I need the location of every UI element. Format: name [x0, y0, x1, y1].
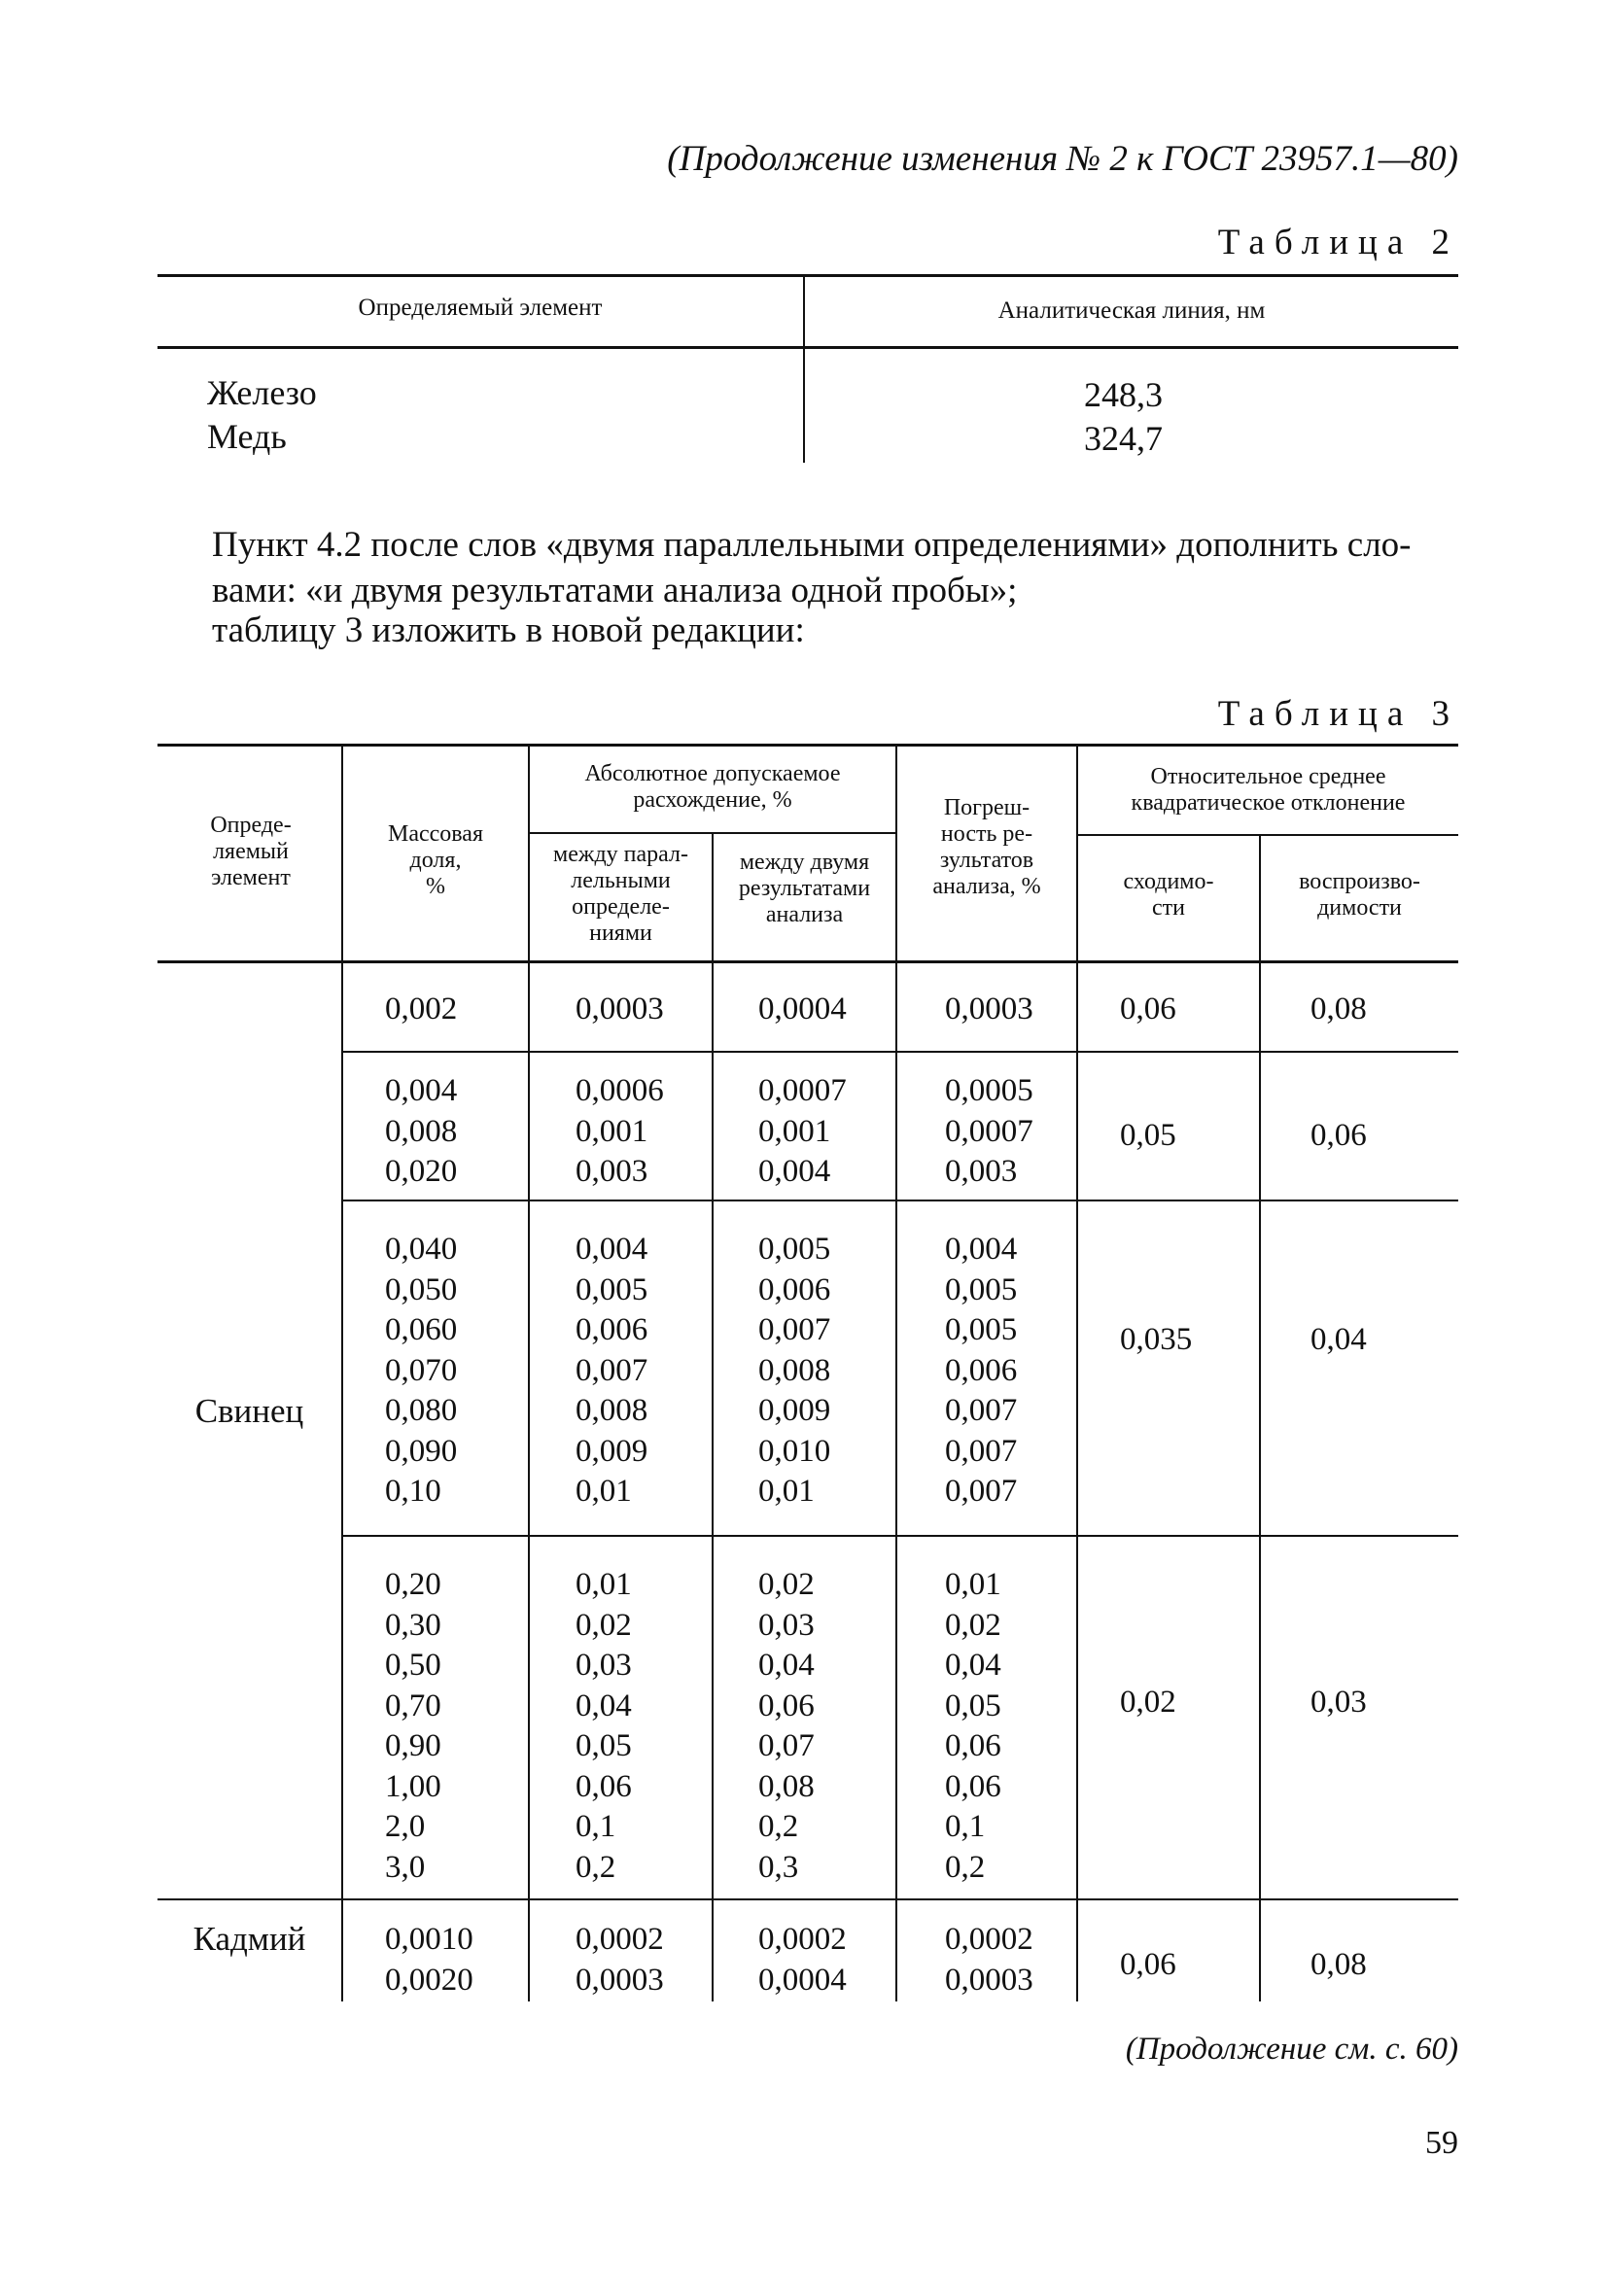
between-results-cell: 0,0007 0,001 0,004	[758, 1073, 847, 1189]
paragraph-line: таблицу 3 изложить в новой редакции:	[212, 610, 805, 650]
table3-group-rule	[341, 1051, 1458, 1053]
analysis-error-cell: 0,0005 0,0007 0,003	[945, 1073, 1033, 1189]
mass-fraction-cell: 0,002	[385, 991, 458, 1026]
table3-caption: Таблица 3	[1217, 694, 1459, 734]
table3-header-between-results: между двумя результатами анализа	[738, 850, 871, 927]
table2-row-element: Железо	[207, 373, 317, 412]
analysis-error-cell: 0,0002 0,0003	[945, 1922, 1033, 1998]
table3-header-error: Погреш- ность ре- зультатов анализа, %	[932, 795, 1041, 899]
table3-divider-element	[341, 744, 343, 2001]
between-parallel-cell: 0,0006 0,001 0,003	[576, 1073, 664, 1189]
table3-header-reproducibility: воспроизво- димости	[1299, 869, 1420, 921]
repeatability-cell: 0,02	[1120, 1685, 1176, 1720]
page-number: 59	[1425, 2125, 1458, 2161]
table3-header-abs-group: Абсолютное допускаемое расхождение, %	[584, 761, 841, 813]
continuation-header: (Продолжение изменения № 2 к ГОСТ 23957.1—80)	[667, 139, 1458, 179]
reproducibility-cell: 0,08	[1310, 991, 1367, 1026]
between-parallel-cell: 0,0003	[576, 991, 664, 1026]
paragraph-line: Пункт 4.2 после слов «двумя параллельными определениями» дополнить сло-	[212, 525, 1412, 565]
reproducibility-cell: 0,04	[1310, 1322, 1367, 1357]
analysis-error-cell: 0,004 0,005 0,005 0,006 0,007 0,007 0,007	[945, 1232, 1018, 1509]
table2-row-line: 248,3	[1084, 375, 1163, 414]
paragraph-line: вами: «и двумя результатами анализа одной пробы»;	[212, 571, 1018, 610]
table3-top-rule	[157, 744, 1458, 747]
table3-divider-results	[895, 744, 897, 2001]
table3-header-repeatability: сходимо- сти	[1123, 869, 1214, 921]
table3-header-rule	[157, 960, 1458, 963]
table3-rel-subheader-rule	[1077, 834, 1458, 836]
analysis-error-cell: 0,01 0,02 0,04 0,05 0,06 0,06 0,1 0,2	[945, 1567, 1001, 1885]
table3-divider-repeatability	[1259, 834, 1261, 2001]
table3-element-cadmium: Кадмий	[192, 1920, 306, 1958]
table3-header-element: Опреде- ляемый элемент	[210, 813, 292, 890]
mass-fraction-cell: 0,040 0,050 0,060 0,070 0,080 0,090 0,10	[385, 1232, 458, 1509]
repeatability-cell: 0,035	[1120, 1322, 1193, 1357]
continuation-footer: (Продолжение см. с. 60)	[1125, 2032, 1458, 2067]
between-parallel-cell: 0,0002 0,0003	[576, 1922, 664, 1998]
mass-fraction-cell: 0,0010 0,0020	[385, 1922, 473, 1998]
mass-fraction-cell: 0,004 0,008 0,020	[385, 1073, 458, 1189]
repeatability-cell: 0,06	[1120, 1947, 1176, 1982]
reproducibility-cell: 0,08	[1310, 1947, 1367, 1982]
table2-caption: Таблица 2	[1217, 223, 1459, 262]
table3-group-rule	[341, 1200, 1458, 1201]
table2-top-rule	[157, 274, 1458, 277]
table3-element-lead: Свинец	[194, 1392, 304, 1430]
table2-header-element: Определяемый элемент	[358, 295, 603, 321]
table2-header-line: Аналитическая линия, нм	[997, 297, 1266, 324]
table3-header-between-parallel: между парал- лельными определе- ниями	[553, 842, 688, 946]
table3-header-mass: Массовая доля, %	[387, 821, 483, 899]
between-results-cell: 0,02 0,03 0,04 0,06 0,07 0,08 0,2 0,3	[758, 1567, 815, 1885]
repeatability-cell: 0,06	[1120, 991, 1176, 1026]
repeatability-cell: 0,05	[1120, 1118, 1176, 1153]
between-parallel-cell: 0,004 0,005 0,006 0,007 0,008 0,009 0,01	[576, 1232, 648, 1509]
analysis-error-cell: 0,0003	[945, 991, 1033, 1026]
between-results-cell: 0,0002 0,0004	[758, 1922, 847, 1998]
reproducibility-cell: 0,03	[1310, 1685, 1367, 1720]
reproducibility-cell: 0,06	[1310, 1118, 1367, 1153]
mass-fraction-cell: 0,20 0,30 0,50 0,70 0,90 1,00 2,0 3,0	[385, 1567, 441, 1885]
between-results-cell: 0,005 0,006 0,007 0,008 0,009 0,010 0,01	[758, 1232, 831, 1509]
table2-row-element: Медь	[207, 417, 287, 456]
table3-divider-parallel	[712, 834, 714, 2001]
table3-group-rule	[341, 1535, 1458, 1537]
table3-divider-error	[1076, 744, 1078, 2001]
table2-header-rule	[157, 346, 1458, 349]
table3-header-rel-group: Относительное среднее квадратическое отклонение	[1131, 764, 1406, 816]
between-results-cell: 0,0004	[758, 991, 847, 1026]
table3-cadmium-rule	[157, 1898, 1458, 1900]
table2-row-line: 324,7	[1084, 419, 1163, 458]
between-parallel-cell: 0,01 0,02 0,03 0,04 0,05 0,06 0,1 0,2	[576, 1567, 632, 1885]
